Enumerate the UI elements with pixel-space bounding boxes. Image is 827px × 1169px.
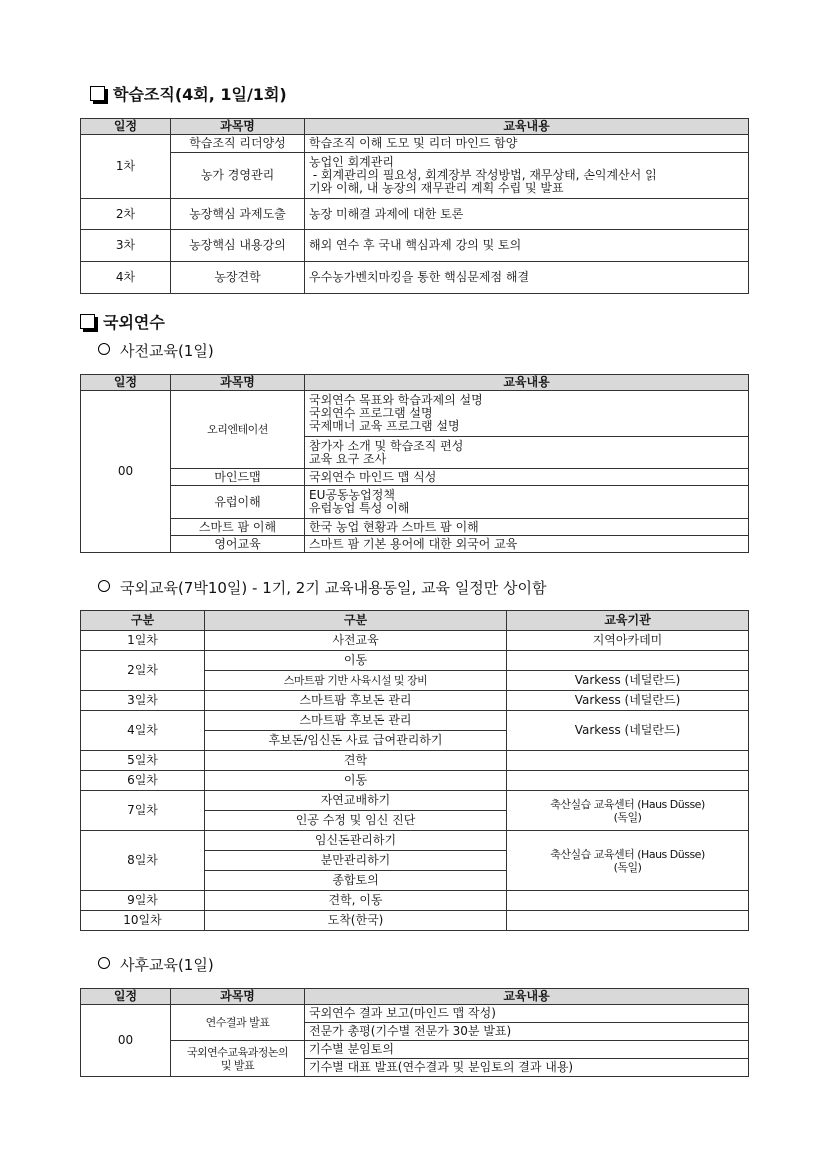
row-content: 농업인 회계관리 - 회계관리의 필요성, 회계장부 작성방법, 재무상태, 손익계산서 읽 기와 이해, 내 농장의 재무관리 계획 수립 및 발표 (305, 153, 749, 199)
checkbox-square-icon (80, 314, 95, 329)
abroad-education-table (80, 610, 749, 931)
row-day: 6일차 (81, 771, 205, 791)
row-subject: 농장견학 (171, 262, 305, 294)
row-program: 임신돈관리하기 (205, 831, 507, 851)
row-content: 농장 미해결 과제에 대한 토론 (305, 199, 749, 230)
header-content: 교육내용 (305, 119, 749, 135)
row-subject: 학습조직 리더양성 (171, 135, 305, 153)
header-subject: 과목명 (171, 119, 305, 135)
row-subject: 오리엔테이션 (171, 391, 305, 469)
header-schedule: 일정 (81, 119, 171, 135)
row-subject: 농장핵심 과제도출 (171, 199, 305, 230)
row-content: 해외 연수 후 국내 핵심과제 강의 및 토의 (305, 230, 749, 262)
row-day: 9일차 (81, 891, 205, 911)
row-institution: Varkess (네덜란드) (507, 671, 749, 691)
row-institution: 축산실습 교육센터 (Haus Düsse) (독일) (507, 831, 749, 891)
row-content: EU공동농업정책 유럽농업 특성 이해 (305, 486, 749, 519)
circle-bullet-icon (98, 957, 110, 969)
section-title-learning-org: 학습조직(4회, 1일/1회) (90, 82, 287, 105)
header-schedule: 일정 (81, 375, 171, 391)
row-subject: 농장핵심 내용강의 (171, 230, 305, 262)
row-day: 4차 (81, 262, 171, 294)
header-content: 교육내용 (305, 989, 749, 1005)
row-content: 전문가 총평(기수별 전문가 30분 발표) (305, 1023, 749, 1041)
row-content: 국외연수 목표와 학습과제의 설명 국외연수 프로그램 설명 국제매너 교육 프로그램 설명 (305, 391, 749, 437)
row-subject: 스마트 팜 이해 (171, 519, 305, 536)
row-subject: 마인드맵 (171, 469, 305, 486)
row-content: 참가자 소개 및 학습조직 편성 교육 요구 조사 (305, 437, 749, 469)
row-institution (507, 771, 749, 791)
post-education-table (80, 988, 749, 1077)
row-institution: Varkess (네덜란드) (507, 711, 749, 751)
row-day: 00 (81, 1005, 171, 1077)
subsection-title-post: 사후교육(1일) (98, 954, 214, 975)
row-day: 4일차 (81, 711, 205, 751)
header-subject: 과목명 (171, 989, 305, 1005)
circle-bullet-icon (98, 580, 110, 592)
row-subject: 연수결과 발표 (171, 1005, 305, 1041)
row-content: 기수별 대표 발표(연수결과 및 분임토의 결과 내용) (305, 1059, 749, 1077)
row-content: 기수별 분임토의 (305, 1041, 749, 1059)
row-day: 3차 (81, 230, 171, 262)
row-content: 학습조직 이해 도모 및 리더 마인드 함양 (305, 135, 749, 153)
header-schedule: 일정 (81, 989, 171, 1005)
row-content: 우수농가벤치마킹을 통한 핵심문제점 해결 (305, 262, 749, 294)
header-content: 교육내용 (305, 375, 749, 391)
row-program: 사전교육 (205, 631, 507, 651)
section-title-overseas: 국외연수 (80, 310, 165, 333)
row-day: 1차 (81, 135, 171, 199)
row-program: 종합토의 (205, 871, 507, 891)
row-day: 8일차 (81, 831, 205, 891)
row-institution (507, 751, 749, 771)
subsection-title-abroad: 국외교육(7박10일) - 1기, 2기 교육내용동일, 교육 일정만 상이함 (98, 577, 547, 598)
row-content: 국외연수 마인드 맵 식성 (305, 469, 749, 486)
row-content: 스마트 팜 기본 용어에 대한 외국어 교육 (305, 536, 749, 553)
row-day: 10일차 (81, 911, 205, 931)
row-day: 2일차 (81, 651, 205, 691)
row-subject: 유럽이해 (171, 486, 305, 519)
row-subject: 국외연수교육과정논의 및 발표 (171, 1041, 305, 1077)
row-day: 2차 (81, 199, 171, 230)
row-day: 3일차 (81, 691, 205, 711)
row-program: 견학, 이동 (205, 891, 507, 911)
row-subject: 영어교육 (171, 536, 305, 553)
row-program: 이동 (205, 771, 507, 791)
row-institution (507, 651, 749, 671)
row-program: 도착(한국) (205, 911, 507, 931)
row-institution (507, 891, 749, 911)
row-program: 스마트팜 후보돈 관리 (205, 711, 507, 731)
header-category: 구분 (205, 611, 507, 631)
row-day: 7일차 (81, 791, 205, 831)
row-program: 분만관리하기 (205, 851, 507, 871)
row-program: 이동 (205, 651, 507, 671)
header-institution: 교육기관 (507, 611, 749, 631)
row-day: 5일차 (81, 751, 205, 771)
row-day: 00 (81, 391, 171, 553)
row-institution: 지역아카데미 (507, 631, 749, 651)
circle-bullet-icon (98, 343, 110, 355)
row-program: 스마트팜 후보돈 관리 (205, 691, 507, 711)
row-content: 국외연수 결과 보고(마인드 맵 작성) (305, 1005, 749, 1023)
header-category: 구분 (81, 611, 205, 631)
row-program: 자연교배하기 (205, 791, 507, 811)
row-institution (507, 911, 749, 931)
pre-education-table (80, 374, 749, 553)
row-program: 후보돈/임신돈 사료 급여관리하기 (205, 731, 507, 751)
row-institution: 축산실습 교육센터 (Haus Düsse) (독일) (507, 791, 749, 831)
checkbox-square-icon (90, 86, 105, 101)
learning-org-table (80, 118, 749, 294)
row-content: 한국 농업 현황과 스마트 팜 이해 (305, 519, 749, 536)
row-program: 스마트팜 기반 사육시설 및 장비 (205, 671, 507, 691)
row-program: 견학 (205, 751, 507, 771)
row-program: 인공 수정 및 임신 진단 (205, 811, 507, 831)
row-subject: 농가 경영관리 (171, 153, 305, 199)
subsection-title-pre: 사전교육(1일) (98, 340, 214, 361)
row-day: 1일차 (81, 631, 205, 651)
row-institution: Varkess (네덜란드) (507, 691, 749, 711)
header-subject: 과목명 (171, 375, 305, 391)
